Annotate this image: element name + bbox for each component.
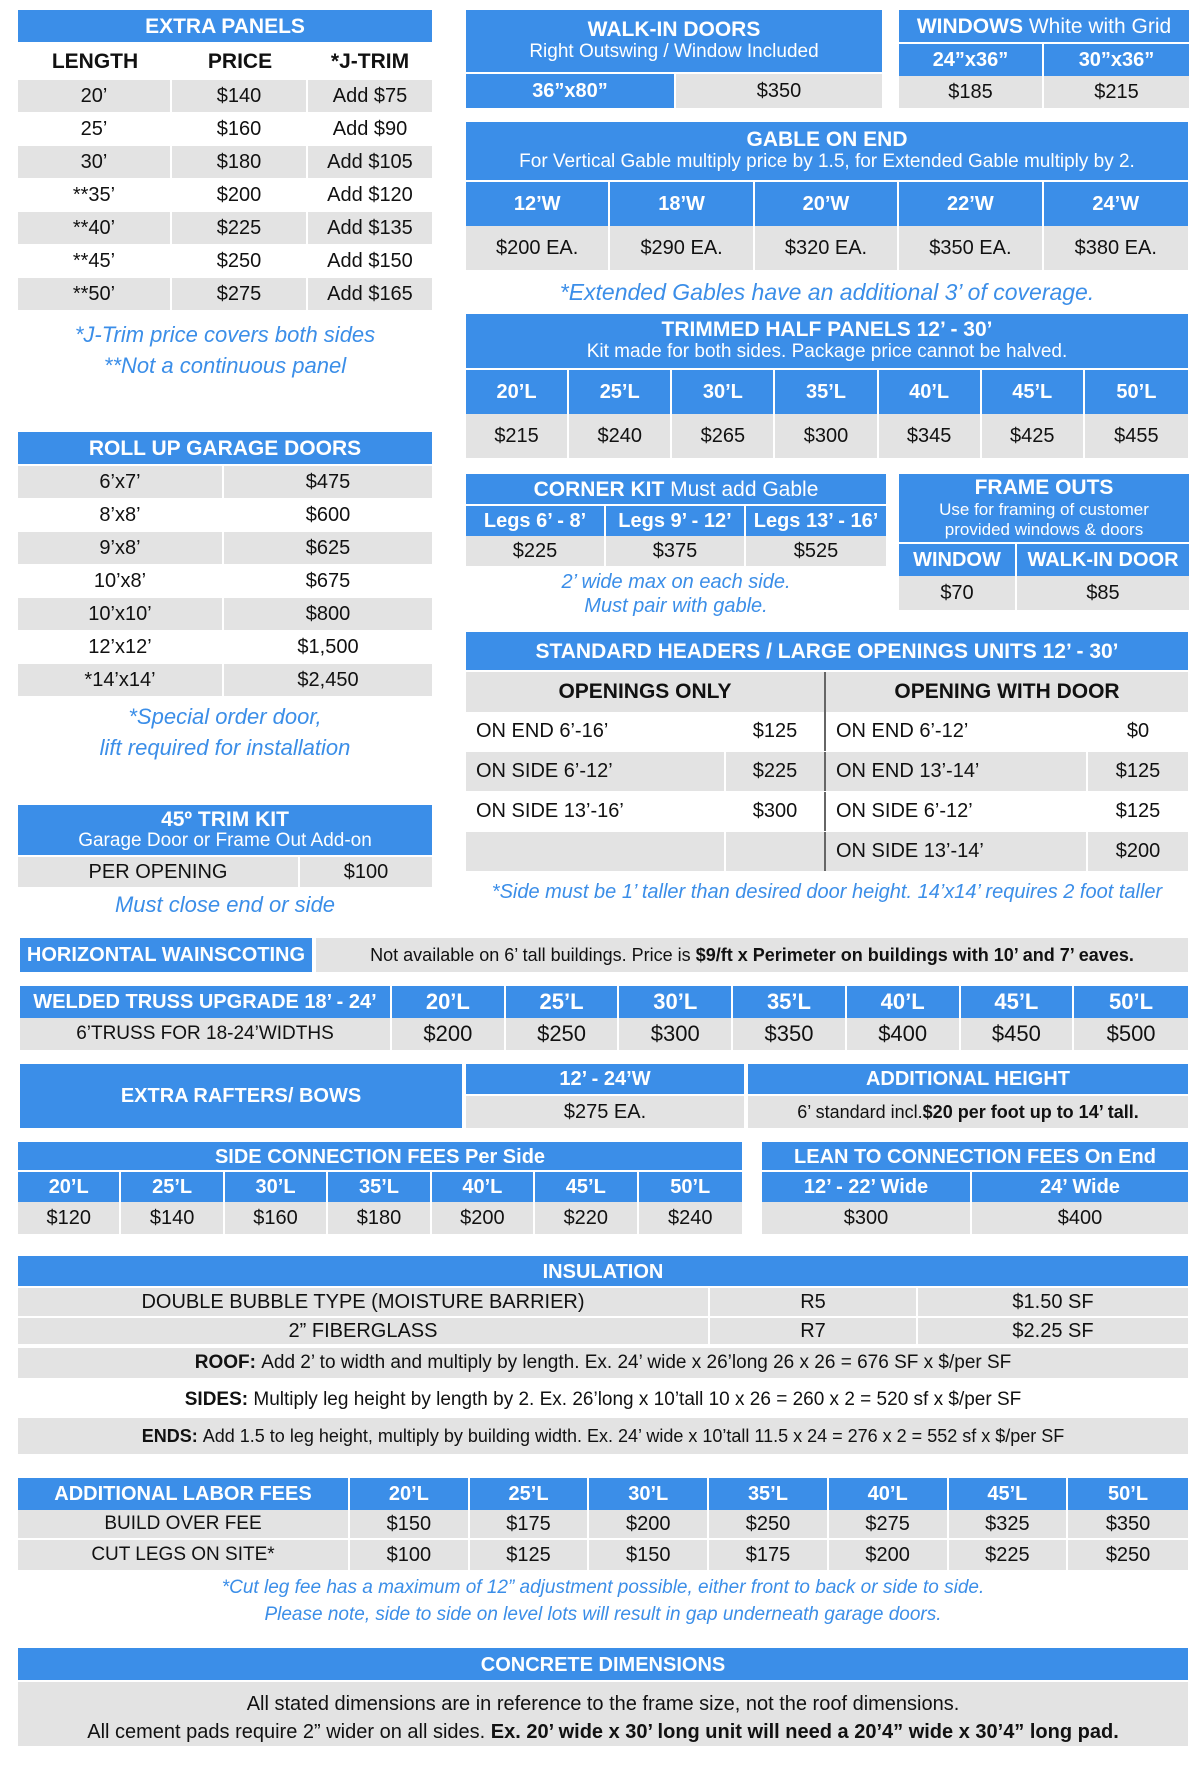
walkin-section (466, 10, 882, 108)
wainscot-section (20, 938, 1188, 972)
extra-panel-cell: **45’ (18, 245, 172, 277)
labor-price: $225 (949, 1540, 1069, 1570)
header-row (466, 752, 1188, 792)
extra-panel-cell: 30’ (18, 146, 172, 178)
gable-width: 22’W (899, 182, 1043, 226)
lean-col-1: 12’ - 22’ Wide (762, 1172, 972, 1202)
walkin-title: WALK-IN DOORS (587, 18, 761, 41)
rollup-price: $675 (305, 569, 351, 592)
side-conn-price: $180 (328, 1202, 431, 1234)
wainscot-title: HORIZONTAL WAINSCOTING (20, 938, 316, 972)
lean-price-2: $400 (972, 1202, 1188, 1234)
truss-title: WELDED TRUSS UPGRADE 18’ - 24’ (20, 986, 392, 1018)
extra-panel-row (18, 113, 432, 146)
truss-price: $450 (961, 1018, 1075, 1050)
labor-length: 45’L (949, 1478, 1069, 1510)
header-right-label: ON END 13’-14’ (826, 752, 1088, 791)
truss-length: 35’L (733, 986, 847, 1018)
half-panel-price: $265 (672, 414, 775, 458)
extra-panel-row (18, 179, 432, 212)
labor-length: 50’L (1068, 1478, 1188, 1510)
extra-panel-cell: $275 (172, 278, 308, 310)
extra-panel-cell: 20’ (18, 80, 172, 112)
extra-panel-cell: $200 (172, 179, 308, 211)
trim45-sub: Garage Door or Frame Out Add-on (78, 830, 372, 851)
half-panels-sub: Kit made for both sides. Package price cannot be halved. (586, 341, 1068, 362)
side-conn-price: $120 (18, 1202, 121, 1234)
labor-price: $325 (949, 1510, 1069, 1538)
trim45-title: 45º TRIM KIT (161, 808, 289, 831)
half-panel-length: 45’L (982, 370, 1085, 414)
extra-panels-section (18, 10, 432, 381)
labor-price: $200 (829, 1540, 949, 1570)
corner-title: CORNER KIT (533, 478, 665, 501)
side-conn-length: 45’L (535, 1172, 638, 1202)
extra-panel-cell: **40’ (18, 212, 172, 244)
window-30x36: 30”x36” (1044, 44, 1189, 76)
rafters-section (20, 1064, 1188, 1128)
lean-col-2: 24’ Wide (972, 1172, 1188, 1202)
extra-panel-cell: Add $150 (327, 249, 413, 272)
labor-price: $250 (1105, 1543, 1151, 1566)
gable-price: $350 EA. (899, 226, 1043, 270)
insul-type-2: 2” FIBERGLASS (18, 1318, 710, 1344)
header-left-label: ON END 6’-16’ (466, 712, 726, 751)
rollup-section (18, 432, 432, 763)
header-right-label: ON SIDE 13’-14’ (826, 832, 1088, 871)
headers-note: *Side must be 1’ taller than desired door height. 14’x14’ requires 2 foot taller (491, 881, 1163, 903)
concrete-line1: All stated dimensions are in reference to the frame size, not the roof dimensions. (246, 1693, 960, 1715)
side-conn-length: 20’L (18, 1172, 121, 1202)
windows-title-lite: White with Grid (1028, 15, 1172, 38)
labor-length: 40’L (829, 1478, 949, 1510)
corner-note2: Must pair with gable. (584, 595, 768, 617)
extra-panel-cell: 25’ (18, 113, 172, 145)
concrete-title: CONCRETE DIMENSIONS (18, 1648, 1188, 1682)
header-right-price: $0 (1126, 720, 1150, 742)
insul-price-2: $2.25 SF (1012, 1319, 1094, 1342)
half-panel-price: $425 (982, 414, 1085, 458)
truss-length: 40’L (847, 986, 961, 1018)
roof-text: Add 2’ to width and multiply by length. Ex. 24’ wide x 26’long 26 x 26 = 676 SF x $/per SF (261, 1352, 1012, 1373)
sides-label: SIDES: (184, 1389, 249, 1410)
frame-walkin: WALK-IN DOOR (1017, 544, 1189, 576)
truss-label: 6’TRUSS FOR 18-24’WIDTHS (20, 1018, 392, 1050)
labor-price: $350 (1105, 1512, 1151, 1535)
truss-price: $400 (847, 1018, 961, 1050)
truss-length: 50’L (1074, 986, 1188, 1018)
extra-panel-cell: $225 (172, 212, 308, 244)
gable-price: $200 EA. (466, 226, 610, 270)
extra-panel-cell: **35’ (18, 179, 172, 211)
trim45-section (18, 805, 432, 923)
rollup-row (18, 499, 432, 532)
jtrim-note: *J-Trim price covers both sides (74, 322, 376, 347)
lean-price-1: $300 (762, 1202, 972, 1234)
gable-width: 12’W (466, 182, 610, 226)
side-conn-section (18, 1142, 742, 1234)
header-left-label (466, 832, 726, 871)
corner-note1: 2’ wide max on each side. (561, 571, 791, 593)
concrete-line2: All cement pads require 2” wider on all sides. (87, 1721, 491, 1743)
extra-panel-cell: **50’ (18, 278, 172, 310)
half-panel-price: $345 (879, 414, 982, 458)
gable-width: 24’W (1044, 182, 1188, 226)
labor-length: 25’L (470, 1478, 590, 1510)
rollup-price: $475 (305, 470, 351, 493)
side-conn-price: $240 (639, 1202, 742, 1234)
labor-price: $275 (829, 1510, 949, 1538)
insul-r-1: R5 (710, 1288, 918, 1316)
corner-price: $525 (746, 536, 886, 566)
labor-price: $150 (350, 1510, 470, 1538)
rollup-price: $800 (305, 602, 351, 625)
side-conn-title: SIDE CONNECTION FEES (214, 1146, 460, 1168)
corner-price: $375 (606, 536, 746, 566)
headers-section (466, 632, 1188, 912)
half-panel-length: 50’L (1085, 370, 1188, 414)
walkin-sub: Right Outswing / Window Included (529, 41, 819, 62)
header-right-price: $125 (1115, 800, 1161, 822)
labor-price: $175 (470, 1510, 590, 1538)
frame-sub2: provided windows & doors (944, 520, 1144, 539)
add-height-price: $20 per foot up to 14’ tall. (922, 1101, 1139, 1122)
rollup-row (18, 631, 432, 664)
corner-legs: Legs 6’ - 8’ (466, 506, 606, 536)
labor-title: ADDITIONAL LABOR FEES (18, 1478, 350, 1510)
gable-price: $380 EA. (1044, 226, 1188, 270)
extra-panel-row (18, 146, 432, 179)
panel-note: **Not a continuous panel (103, 353, 347, 378)
gable-price: $320 EA. (755, 226, 899, 270)
half-panel-length: 30’L (672, 370, 775, 414)
insul-price-1: $1.50 SF (1012, 1290, 1094, 1313)
half-panel-price: $240 (569, 414, 672, 458)
header-left-price: $225 (726, 752, 826, 791)
labor-price: $175 (709, 1540, 829, 1570)
col-price: PRICE (207, 50, 273, 73)
window-price-2: $215 (1044, 76, 1189, 108)
frame-window: WINDOW (899, 544, 1017, 576)
labor-price: $200 (589, 1510, 709, 1538)
corner-legs: Legs 9’ - 12’ (606, 506, 746, 536)
rollup-price: $2,450 (297, 668, 359, 691)
lean-title-lite: On End (1084, 1146, 1156, 1168)
labor-price: $250 (709, 1510, 829, 1538)
windows-section (899, 10, 1189, 108)
header-left-price: $125 (726, 712, 826, 751)
extra-panel-row (18, 212, 432, 245)
labor-section (18, 1478, 1188, 1628)
half-panels-title: TRIMMED HALF PANELS 12’ - 30’ (661, 318, 993, 341)
gable-note: *Extended Gables have an additional 3’ of coverage. (559, 279, 1095, 305)
ends-label: ENDS: (141, 1425, 198, 1446)
labor-label: BUILD OVER FEE (18, 1510, 350, 1538)
rafters-price: $275 EA. (466, 1096, 744, 1128)
rollup-note1: *Special order door, (128, 704, 322, 729)
truss-price: $250 (506, 1018, 620, 1050)
header-row (466, 792, 1188, 832)
trim45-note: Must close end or side (114, 892, 336, 917)
concrete-example: Ex. 20’ wide x 30’ long unit will need a 20’4” wide x 30’4” long pad. (490, 1721, 1119, 1743)
corner-title-lite: Must add Gable (670, 478, 819, 501)
sides-text: Multiply leg height by length by 2. Ex. 26’long x 10’tall 10 x 26 = 260 x 2 = 520 sf x $/per SF (253, 1389, 1022, 1410)
header-right-price: $200 (1088, 832, 1188, 871)
header-right-price: $125 (1088, 752, 1188, 791)
side-conn-length: 40’L (432, 1172, 535, 1202)
rollup-row (18, 565, 432, 598)
side-conn-length: 30’L (225, 1172, 328, 1202)
lean-section (762, 1142, 1188, 1234)
window-24x36: 24”x36” (899, 44, 1044, 76)
rollup-row (18, 466, 432, 499)
extra-panel-cell: Add $105 (327, 150, 413, 173)
extra-panel-cell: $180 (172, 146, 308, 178)
half-panels-section (466, 314, 1188, 458)
gable-width: 20’W (755, 182, 899, 226)
rollup-title: ROLL UP GARAGE DOORS (18, 432, 432, 466)
half-panel-price: $215 (466, 414, 569, 458)
rollup-size: 10’x10’ (18, 598, 224, 630)
rollup-size: 8’x8’ (18, 499, 224, 531)
truss-price: $300 (619, 1018, 733, 1050)
col-length: LENGTH (51, 50, 139, 73)
side-conn-price: $160 (225, 1202, 328, 1234)
rollup-price: $1,500 (297, 635, 359, 658)
header-left-label: ON SIDE 13’-16’ (466, 792, 726, 831)
insul-type-1: DOUBLE BUBBLE TYPE (MOISTURE BARRIER) (18, 1288, 710, 1316)
extra-panel-cell: $140 (172, 80, 308, 112)
labor-length: 30’L (589, 1478, 709, 1510)
labor-label: CUT LEGS ON SITE* (18, 1540, 350, 1570)
labor-note2: Please note, side to side on level lots will result in gap underneath garage doors. (264, 1604, 942, 1625)
insul-r-2: R7 (710, 1318, 918, 1344)
headers-title: STANDARD HEADERS / LARGE OPENINGS UNITS 12’ - 30’ (466, 632, 1188, 672)
rollup-row (18, 664, 432, 697)
rollup-price: $625 (305, 536, 351, 559)
side-conn-length: 25’L (121, 1172, 224, 1202)
frame-section (899, 474, 1189, 610)
extra-panel-row (18, 80, 432, 113)
side-conn-price: $140 (121, 1202, 224, 1234)
walkin-size: 36”x80” (466, 74, 676, 108)
gable-section (466, 122, 1188, 314)
gable-width: 18’W (610, 182, 754, 226)
labor-note1: *Cut leg fee has a maximum of 12” adjustment possible, either front to back or side to side. (221, 1577, 985, 1598)
corner-section (466, 474, 886, 618)
window-price-1: $185 (899, 76, 1044, 108)
rafters-title: EXTRA RAFTERS/ BOWS (20, 1064, 466, 1128)
frame-sub1: Use for framing of customer (939, 500, 1149, 519)
truss-length: 25’L (506, 986, 620, 1018)
insulation-title: INSULATION (18, 1256, 1188, 1288)
header-left-label: ON SIDE 6’-12’ (466, 752, 726, 791)
roof-label: ROOF: (194, 1352, 256, 1373)
rollup-size: 10’x8’ (18, 565, 224, 597)
truss-length: 20’L (392, 986, 506, 1018)
insulation-section (18, 1256, 1188, 1454)
trim45-price: $100 (300, 857, 432, 887)
rollup-note2: lift required for installation (99, 735, 351, 760)
trim45-label: PER OPENING (18, 857, 300, 887)
frame-walkin-price: $85 (1017, 576, 1189, 610)
extra-panel-row (18, 245, 432, 278)
extra-panel-cell: Add $120 (327, 183, 413, 206)
extra-panel-row (18, 278, 432, 311)
truss-section (20, 986, 1188, 1050)
header-left-price: $300 (726, 792, 826, 831)
labor-price: $100 (350, 1540, 470, 1570)
frame-window-price: $70 (899, 576, 1017, 610)
corner-legs: Legs 13’ - 16’ (746, 506, 886, 536)
concrete-section (18, 1648, 1188, 1746)
labor-price: $150 (589, 1540, 709, 1570)
labor-row (18, 1540, 1188, 1570)
header-right-label: ON SIDE 6’-12’ (826, 792, 1088, 831)
labor-row (18, 1510, 1188, 1540)
labor-price: $125 (470, 1540, 590, 1570)
labor-length: 20’L (350, 1478, 470, 1510)
half-panel-price: $300 (775, 414, 878, 458)
extra-panels-title: EXTRA PANELS (18, 10, 432, 44)
extra-panel-cell: Add $75 (332, 84, 408, 107)
side-conn-title-lite: Per Side (465, 1146, 546, 1168)
gable-title: GABLE ON END (746, 128, 908, 151)
walkin-price: $350 (676, 74, 882, 108)
truss-price: $200 (392, 1018, 506, 1050)
rollup-size: 12’x12’ (18, 631, 224, 663)
rollup-price: $600 (305, 503, 351, 526)
half-panel-price: $455 (1085, 414, 1188, 458)
lean-title: LEAN TO CONNECTION FEES (794, 1146, 1080, 1168)
add-height-text: 6’ standard incl. (797, 1101, 923, 1122)
extra-panel-cell: Add $165 (327, 282, 413, 305)
truss-length: 30’L (619, 986, 733, 1018)
openings-only: OPENINGS ONLY (466, 672, 826, 712)
extra-panel-cell: Add $90 (332, 117, 408, 140)
opening-with-door: OPENING WITH DOOR (894, 680, 1120, 703)
rollup-size: 9’x8’ (18, 532, 224, 564)
side-conn-price: $200 (432, 1202, 535, 1234)
corner-price: $225 (466, 536, 606, 566)
col-jtrim: *J-TRIM (330, 50, 410, 73)
extra-panel-cell: $250 (172, 245, 308, 277)
half-panel-length: 20’L (466, 370, 569, 414)
truss-price: $500 (1074, 1018, 1188, 1050)
half-panel-length: 40’L (879, 370, 982, 414)
extra-panel-cell: $160 (172, 113, 308, 145)
ends-text: Add 1.5 to leg height, multiply by building width. Ex. 24’ wide x 10’tall 11.5 x 24 = 276 x 2 = 552 sf x $/per SF (202, 1425, 1065, 1446)
frame-title: FRAME OUTS (974, 476, 1114, 499)
header-left-price (726, 832, 826, 871)
side-conn-price: $220 (535, 1202, 638, 1234)
header-right-label: ON END 6’-12’ (826, 712, 1088, 751)
header-row (466, 712, 1188, 752)
truss-length: 45’L (961, 986, 1075, 1018)
truss-price: $350 (733, 1018, 847, 1050)
gable-price: $290 EA. (610, 226, 754, 270)
half-panel-length: 35’L (775, 370, 878, 414)
side-conn-length: 35’L (328, 1172, 431, 1202)
add-height-title: ADDITIONAL HEIGHT (748, 1064, 1188, 1096)
rollup-size: 6’x7’ (18, 466, 224, 498)
rollup-row (18, 598, 432, 631)
header-row (466, 832, 1188, 872)
side-conn-length: 50’L (639, 1172, 742, 1202)
wainscot-text: Not available on 6’ tall buildings. Price is (370, 944, 691, 965)
labor-length: 35’L (709, 1478, 829, 1510)
half-panel-length: 25’L (569, 370, 672, 414)
extra-panel-cell: Add $135 (327, 216, 413, 239)
windows-title: WINDOWS (916, 15, 1023, 38)
gable-sub: For Vertical Gable multiply price by 1.5, for Extended Gable multiply by 2. (519, 151, 1135, 172)
rollup-size: *14’x14’ (18, 664, 224, 696)
wainscot-price: $9/ft x Perimeter on buildings with 10’ and 7’ eaves. (695, 944, 1134, 965)
rollup-row (18, 532, 432, 565)
rafters-col: 12’ - 24’W (466, 1064, 744, 1096)
